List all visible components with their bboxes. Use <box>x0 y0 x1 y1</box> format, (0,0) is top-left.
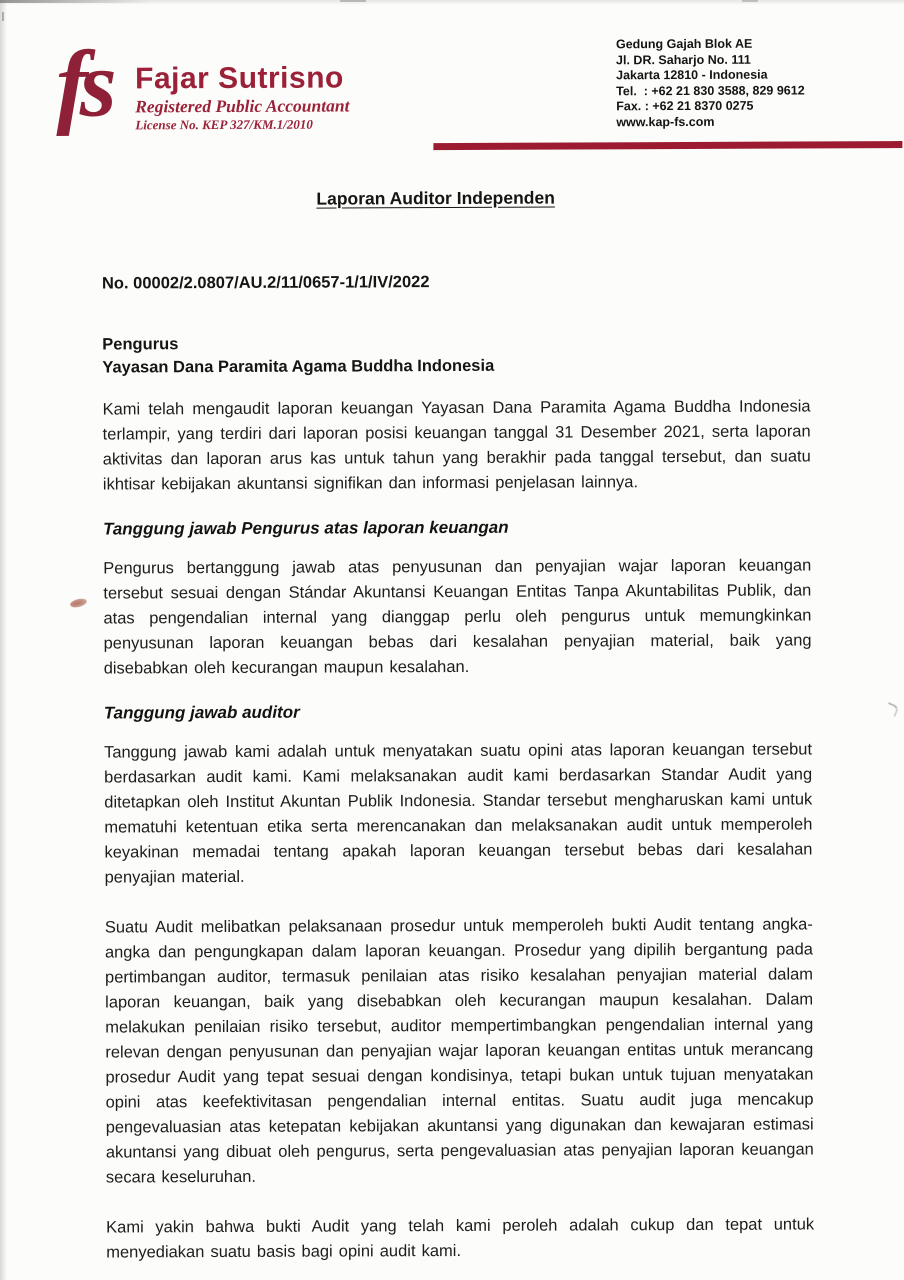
addressee-block <box>102 330 810 379</box>
firm-subtitle: Registered Public Accountant <box>135 95 350 117</box>
section-heading-management-responsibility: Tanggung jawab Pengurus atas laporan keuangan <box>103 517 509 539</box>
intro-paragraph: Kami telah mengaudit laporan keuangan Yayasan Dana Paramita Agama Buddha Indonesia terlampir, yang terdiri dari laporan posisi keuangan tanggal 31 Desember 2021, serta laporan aktivitas dan laporan arus kas untuk tahun yang berakhir pada tanggal tersebut, dan suatu ikhtisar kebijakan akuntansi signifikan dan informasi penjelasan lainnya. <box>102 397 811 494</box>
auditor-responsibility-paragraph-3: Kami yakin bahwa bukti Audit yang telah kami peroleh adalah cukup dan tepat untuk menyediakan suatu basis bagi opini audit kami. <box>106 1215 815 1262</box>
letter-body <box>102 186 815 1265</box>
address-line-street: Jl. DR. Saharjo No. 111 <box>615 52 751 67</box>
letterhead-address <box>616 36 805 130</box>
address-line-building: Gedung Gajah Blok AE <box>615 36 753 52</box>
address-line-tel: Tel. : +62 21 830 3588, 829 9612 <box>616 82 805 98</box>
section-heading-auditor-responsibility: Tanggung jawab auditor <box>103 702 300 723</box>
letterhead <box>0 0 903 172</box>
address-line-city: Jakarta 12810 - Indonesia <box>616 67 768 83</box>
firm-name: Fajar Sutrisno <box>135 61 344 96</box>
firm-license-number: License No. KEP 327/KM.1/2010 <box>135 116 313 133</box>
firm-logo-monogram: fs <box>55 30 109 137</box>
auditor-responsibility-paragraph-2: Suatu Audit melibatkan pelaksanaan prosedur untuk memperoleh bukti Audit tentang angka-angka dan pengungkapan dalam laporan keuangan. Prosedur yang dipilih bergantung pada pertimbangan auditor, termasuk penilaian atas risiko kesalahan penyajian material dalam laporan keuangan, baik yang disebabkan oleh kecurangan maupun kesalahan. Dalam melakukan penilaian risiko tersebut, auditor mempertimbangkan pengendalian internal yang relevan dengan penyusunan dan penyajian wajar laporan keuangan entitas untuk merancang prosedur Audit yang tepat sesuai dengan kondisinya, tetapi bukan untuk tujuan menyatakan opini atas keefektivitasan pengendalian internal entitas. Suatu audit juga mencakup pengevaluasian atas ketepatan kebijakan akuntansi yang digunakan dan kewajaran estimasi akuntansi yang dibuat oleh pengurus, serta pengevaluasian atas penyajian laporan keuangan secara keseluruhan. <box>104 915 814 1187</box>
report-number: No. 00002/2.0807/AU.2/11/0657-1/1/IV/2022 <box>101 273 430 293</box>
address-line-fax: Fax. : +62 21 8370 0275 <box>616 98 754 114</box>
document-title: Laporan Auditor Independen <box>316 187 555 209</box>
management-responsibility-paragraph: Pengurus bertanggung jawab atas penyusunan dan penyajian wajar laporan keuangan tersebut sesuai dengan Stándar Akuntansi Keuangan Entitas Tanpa Akuntabilitas Publik, dan atas pengendalian internal yang dianggap perlu oleh pengurus untuk memungkinkan penyusunan laporan keuangan bebas dari kesalahan penyajian material, baik yang disebabkan oleh kecurangan maupun kesalahan. <box>103 556 812 678</box>
letterhead-rule <box>433 141 902 150</box>
auditor-responsibility-paragraph-1: Tanggung jawab kami adalah untuk menyatakan suatu opini atas laporan keuangan tersebut berdasarkan audit kami. Kami melaksanakan audit kami berdasarkan Standar Audit yang ditetapkan oleh Institut Akuntan Publik Indonesia. Standar tersebut mengharuskan kami untuk mematuhi ketentuan etika serta merencanakan dan melaksanakan audit untuk memperoleh keyakinan memadai tentang apakah laporan keuangan tersebut bebas dari kesalahan penyajian material. <box>104 740 813 887</box>
address-line-website: www.kap-fs.com <box>616 114 715 129</box>
addressee-role: Pengurus <box>102 335 179 354</box>
addressee-organization: Yayasan Dana Paramita Agama Buddha Indonesia <box>102 356 495 377</box>
firm-identity <box>135 62 350 133</box>
